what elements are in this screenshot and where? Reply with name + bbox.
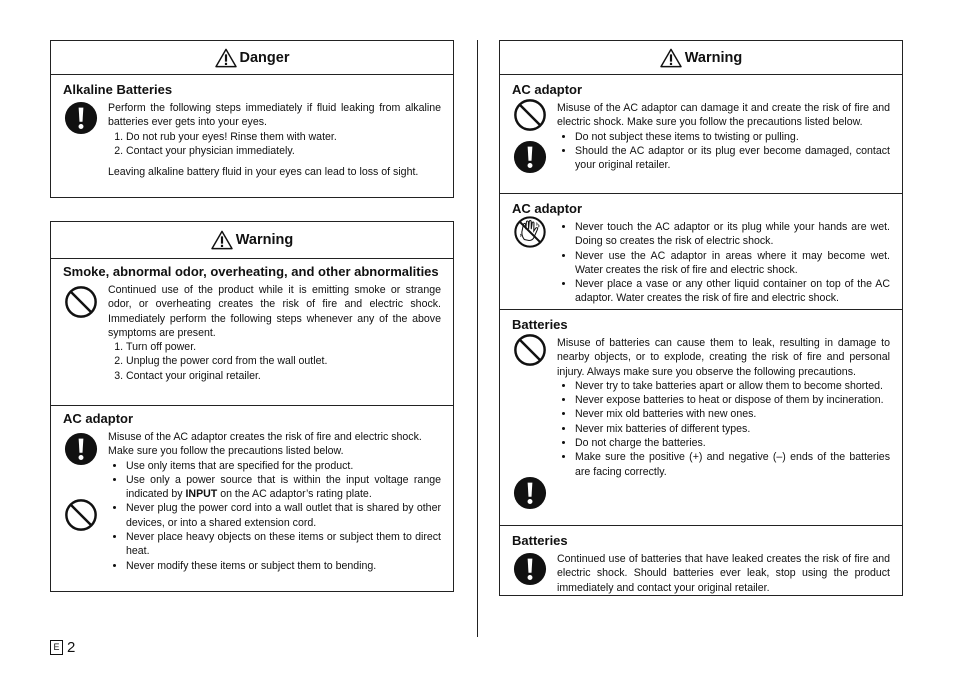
- bullet-text: Use only a power source that is within the input voltage range indicated by: [126, 473, 441, 501]
- warning-box-left: [50, 221, 454, 592]
- section-title: Batteries: [512, 317, 568, 332]
- bullet-item: • Never use the AC adaptor in areas where it may become wet. Water creates the risk of fire and electric shock.: [575, 249, 890, 278]
- smoke-section: [51, 259, 453, 405]
- section-text: [108, 430, 441, 573]
- danger-header: [51, 41, 453, 75]
- bullet-item: • Never mix old batteries with new ones.: [575, 407, 890, 421]
- page-number: [50, 639, 75, 656]
- ac-intro: Misuse of the AC adaptor creates the risk of fire and electric shock.: [108, 431, 422, 443]
- smoke-intro: Continued use of the product while it is emitting smoke or strange odor, or overheating creates the risk of fire and electric shock. Immediately perform the following steps whenever any of the above symptoms are present.: [108, 284, 441, 339]
- bullet-item: • Use only items that are specified for the product.: [126, 459, 441, 473]
- ac-adaptor-section-2: [500, 193, 902, 309]
- ac1-intro: Misuse of the AC adaptor can damage it and create the risk of fire and electric shock. Make sure you follow the precautions listed below.: [557, 102, 890, 129]
- language-marker: E: [50, 640, 63, 655]
- bullet-text: on the AC adaptor’s rating plate.: [217, 488, 372, 501]
- step-item: 1. Do not rub your eyes! Rinse them with water.: [126, 130, 441, 144]
- prohibited-icon: [64, 285, 98, 319]
- step-item: 2. Contact your physician immediately.: [126, 144, 441, 158]
- bat2-text: Continued use of batteries that have leaked creates the risk of fire and electric shock. Should batteries ever leak, stop using the product immediately and contact your original retailer.: [557, 553, 890, 594]
- alkaline-section: [51, 75, 453, 185]
- alkaline-intro: Perform the following steps immediately if fluid leaking from alkaline batteries ever gets into your eyes.: [108, 102, 441, 129]
- section-text: [557, 101, 890, 172]
- batteries-section-2: [500, 525, 902, 601]
- mandatory-action-icon: [513, 140, 547, 174]
- bullet-item: • Do not charge the batteries.: [575, 436, 890, 450]
- section-text: [557, 336, 890, 479]
- bullet-item: • Do not subject these items to twisting or pulling.: [575, 130, 890, 144]
- alkaline-note: Leaving alkaline battery fluid in your eyes can lead to loss of sight.: [108, 166, 419, 179]
- warning-triangle-icon: [215, 48, 237, 68]
- ac-adaptor-section-1: [500, 75, 902, 193]
- warning-header-label: Warning: [684, 49, 743, 66]
- bat1-intro: Misuse of batteries can cause them to leak, resulting in damage to nearby objects, or to explode, creating the risk of fire and personal injury. Always make sure you observe the following precautions.: [557, 337, 890, 378]
- bullet-item: • Never touch the AC adaptor or its plug while your hands are wet. Doing so creates the risk of electric shock.: [575, 220, 890, 249]
- section-title: AC adaptor: [512, 82, 583, 97]
- mandatory-action-icon: [64, 101, 98, 135]
- section-title: Batteries: [512, 533, 568, 548]
- batteries-section-1: [500, 309, 902, 525]
- bullet-item: • Never expose batteries to heat or dispose of them by incineration.: [575, 393, 890, 407]
- danger-box: [50, 40, 454, 198]
- ac-intro-2: Make sure you follow the precautions listed below.: [108, 445, 344, 458]
- section-text: [108, 283, 441, 383]
- bullet-item: • Make sure the positive (+) and negative (–) ends of the batteries are facing correctly.: [575, 450, 890, 479]
- bullet-item: • Never try to take batteries apart or allow them to become shorted.: [575, 379, 890, 393]
- section-title: AC adaptor: [63, 411, 134, 426]
- ac-adaptor-section: [51, 405, 453, 579]
- step-item: 2. Unplug the power cord from the wall outlet.: [126, 354, 441, 368]
- section-text: [557, 552, 890, 595]
- warning-header-label: Warning: [235, 232, 294, 248]
- step-item: 3. Contact your original retailer.: [126, 369, 441, 383]
- page-number-value: 2: [67, 639, 76, 656]
- danger-header-label: Danger: [239, 49, 290, 66]
- bullet-item: • Never place heavy objects on these items or subject them to direct heat.: [126, 530, 441, 559]
- bullet-item: • Never modify these items or subject them to bending.: [126, 559, 441, 573]
- no-wet-hands-icon: [513, 215, 547, 249]
- prohibited-icon: [64, 498, 98, 532]
- bullet-item: • Never place a vase or any other liquid container on top of the AC adaptor. Water creates the risk of fire and electric shock.: [575, 277, 890, 306]
- mandatory-action-icon: [513, 552, 547, 586]
- warning-header: [51, 222, 453, 259]
- bullet-item: [126, 473, 441, 502]
- section-title: Smoke, abnormal odor, overheating, and other abnormalities: [63, 264, 439, 279]
- prohibited-icon: [513, 98, 547, 132]
- section-text: [108, 101, 441, 179]
- section-title: Alkaline Batteries: [63, 82, 173, 97]
- warning-triangle-icon: [660, 48, 682, 68]
- bullet-item: • Should the AC adaptor or its plug ever become damaged, contact your original retailer.: [575, 144, 890, 173]
- step-item: 1. Turn off power.: [126, 340, 441, 354]
- warning-triangle-icon: [211, 230, 233, 250]
- bullet-item: • Never plug the power cord into a wall outlet that is shared by other devices, or into a shared extension cord.: [126, 501, 441, 530]
- warning-box-right: [499, 40, 903, 596]
- section-text: [557, 220, 890, 306]
- prohibited-icon: [513, 333, 547, 367]
- section-title: AC adaptor: [512, 201, 583, 216]
- bullet-item: • Never mix batteries of different types.: [575, 422, 890, 436]
- column-divider: [477, 40, 478, 637]
- warning-header: [500, 41, 902, 75]
- mandatory-action-icon: [513, 476, 547, 510]
- mandatory-action-icon: [64, 432, 98, 466]
- input-label: INPUT: [185, 488, 218, 501]
